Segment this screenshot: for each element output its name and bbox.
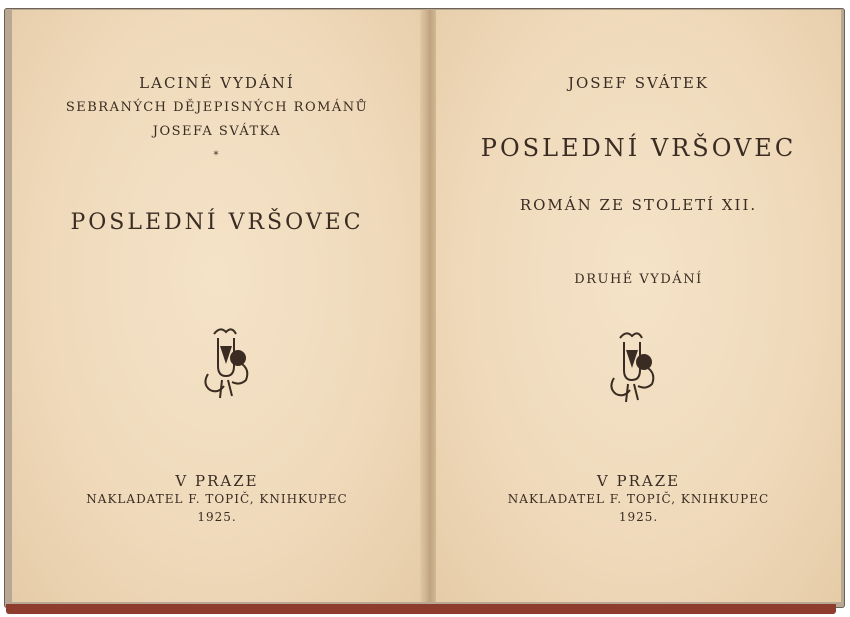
series-title-line3: JOSEFA SVÁTKA [152,124,282,139]
author-name: JOSEF SVÁTEK [568,74,709,92]
book [4,8,845,608]
imprint-year: 1925. [618,510,659,524]
half-title: POSLEDNÍ VRŠOVEC [70,210,364,235]
publisher-emblem-icon [194,324,254,404]
imprint-publisher: NAKLADATEL F. TOPIČ, KNIHKUPEC [507,492,770,506]
imprint-place: V PRAZE [175,472,259,490]
series-title-line1: LACINÉ VYDÁNÍ [139,74,295,92]
ornament-star: * [213,150,221,161]
left-page [12,10,423,602]
publisher-emblem-icon [600,328,660,408]
right-page [436,10,841,602]
imprint-year: 1925. [197,510,237,524]
imprint-publisher: NAKLADATEL F. TOPIČ, KNIHKUPEC [86,492,348,506]
imprint-place: V PRAZE [596,472,681,490]
edition-note: DRUHÉ VYDÁNÍ [574,272,703,287]
series-title-line2: SEBRANÝCH DĚJEPISNÝCH ROMÁNŮ [65,100,369,115]
subtitle: ROMÁN ZE STOLETÍ XII. [519,196,758,214]
main-title: POSLEDNÍ VRŠOVEC [480,134,797,162]
book-binding-edge [6,604,836,614]
